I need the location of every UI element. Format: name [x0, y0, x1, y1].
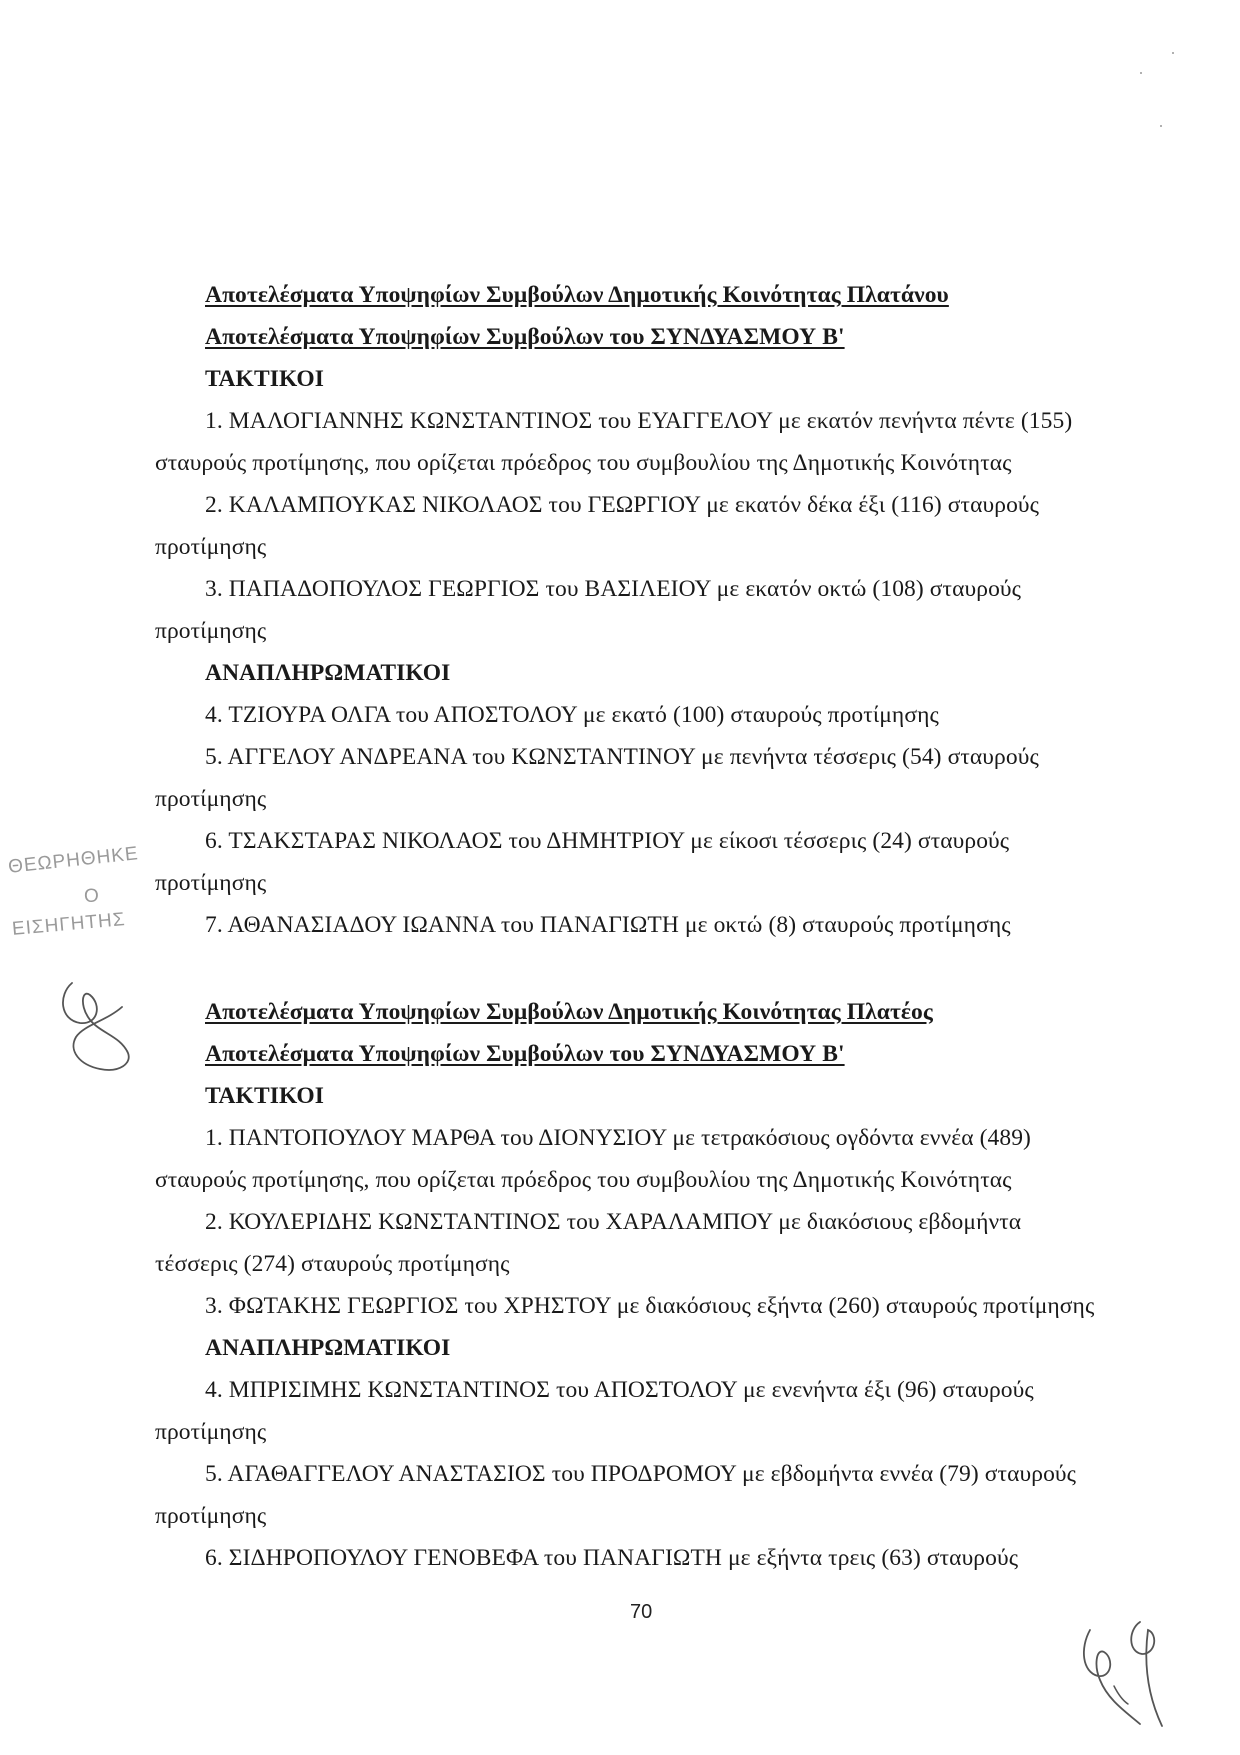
section1-entry-1: 1. ΜΑΛΟΓΙΑΝΝΗΣ ΚΩΝΣΤΑΝΤΙΝΟΣ του ΕΥΑΓΓΕΛΟΥ με εκατόν πενήντα πέντε (155) [205, 408, 1073, 434]
section2-entry-1-cont: σταυρούς προτίμησης, που ορίζεται πρόεδρος του συμβουλίου της Δημοτικής Κοινότητας [155, 1167, 1012, 1193]
section1-entry-6: 6. ΤΣΑΚΣΤΑΡΑΣ ΝΙΚΟΛΑΟΣ του ΔΗΜΗΤΡΙΟΥ με είκοσι τέσσερις (24) σταυρούς [205, 828, 1010, 854]
scan-speck [1140, 72, 1142, 74]
stamp-line-3: ΕΙΣΗΓΗΤΗΣ [11, 909, 127, 940]
section2-entry-4-cont: προτίμησης [155, 1419, 267, 1445]
stamp-line-1: ΘΕΩΡΗΘΗΚΕ [7, 843, 140, 878]
section2-entry-4: 4. ΜΠΡΙΣΙΜΗΣ ΚΩΝΣΤΑΝΤΙΝΟΣ του ΑΠΟΣΤΟΛΟΥ με ενενήντα έξι (96) σταυρούς [205, 1377, 1034, 1403]
section1-entry-5-cont: προτίμησης [155, 786, 267, 812]
section2-entry-5-cont: προτίμησης [155, 1503, 267, 1529]
stamp-line-2: Ο [84, 886, 100, 907]
signature-initials-icon [1070, 1600, 1180, 1730]
signature-icon [50, 965, 140, 1075]
page-number: 70 [630, 1601, 653, 1623]
section2-entry-2: 2. ΚΟΥΛΕΡΙΔΗΣ ΚΩΝΣΤΑΝΤΙΝΟΣ του ΧΑΡΑΛΑΜΠΟΥ με διακόσιους εβδομήντα [205, 1209, 1022, 1235]
section1-entry-7: 7. ΑΘΑΝΑΣΙΑΔΟΥ ΙΩΑΝΝΑ του ΠΑΝΑΓΙΩΤΗ με οκτώ (8) σταυρούς προτίμησης [205, 912, 1011, 938]
section1-entry-6-cont: προτίμησης [155, 870, 267, 896]
section2-heading2: Αποτελέσματα Υποψηφίων Συμβούλων του ΣΥΝΔΥΑΣΜΟΥ Β' [205, 1041, 845, 1067]
section2-heading1: Αποτελέσματα Υποψηφίων Συμβούλων Δημοτικής Κοινότητας Πλατέος [205, 999, 933, 1025]
section1-entry-3-cont: προτίμησης [155, 618, 267, 644]
section2-entry-2-cont: τέσσερις (274) σταυρούς προτίμησης [155, 1251, 510, 1277]
section1-entry-2-cont: προτίμησης [155, 534, 267, 560]
section2-substitute-label: ΑΝΑΠΛΗΡΩΜΑΤΙΚΟΙ [205, 1335, 451, 1361]
section2-regular-label: ΤΑΚΤΙΚΟΙ [205, 1083, 324, 1109]
section1-entry-5: 5. ΑΓΓΕΛΟΥ ΑΝΔΡΕΑΝΑ του ΚΩΝΣΤΑΝΤΙΝΟΥ με πενήντα τέσσερις (54) σταυρούς [205, 744, 1039, 770]
section1-regular-label: ΤΑΚΤΙΚΟΙ [205, 366, 324, 392]
section2-entry-5: 5. ΑΓΑΘΑΓΓΕΛΟΥ ΑΝΑΣΤΑΣΙΟΣ του ΠΡΟΔΡΟΜΟΥ με εβδομήντα εννέα (79) σταυρούς [205, 1461, 1077, 1487]
section1-entry-1-cont: σταυρούς προτίμησης, που ορίζεται πρόεδρος του συμβουλίου της Δημοτικής Κοινότητας [155, 450, 1012, 476]
section1-heading2: Αποτελέσματα Υποψηφίων Συμβούλων του ΣΥΝΔΥΑΣΜΟΥ Β' [205, 324, 845, 350]
section1-entry-2: 2. ΚΑΛΑΜΠΟΥΚΑΣ ΝΙΚΟΛΑΟΣ του ΓΕΩΡΓΙΟΥ με εκατόν δέκα έξι (116) σταυρούς [205, 492, 1040, 518]
section1-entry-3: 3. ΠΑΠΑΔΟΠΟΥΛΟΣ ΓΕΩΡΓΙΟΣ του ΒΑΣΙΛΕΙΟΥ με εκατόν οκτώ (108) σταυρούς [205, 576, 1022, 602]
section1-entry-4: 4. ΤΖΙΟΥΡΑ ΟΛΓΑ του ΑΠΟΣΤΟΛΟΥ με εκατό (100) σταυρούς προτίμησης [205, 702, 939, 728]
section1-heading1: Αποτελέσματα Υποψηφίων Συμβούλων Δημοτικής Κοινότητας Πλατάνου [205, 282, 949, 308]
scan-speck [1172, 52, 1174, 54]
section1-substitute-label: ΑΝΑΠΛΗΡΩΜΑΤΙΚΟΙ [205, 660, 451, 686]
section2-entry-3: 3. ΦΩΤΑΚΗΣ ΓΕΩΡΓΙΟΣ του ΧΡΗΣΤΟΥ με διακόσιους εξήντα (260) σταυρούς προτίμησης [205, 1293, 1095, 1319]
scan-speck [1160, 125, 1162, 127]
section2-entry-6: 6. ΣΙΔΗΡΟΠΟΥΛΟΥ ΓΕΝΟΒΕΦΑ του ΠΑΝΑΓΙΩΤΗ με εξήντα τρεις (63) σταυρούς [205, 1545, 1019, 1571]
section2-entry-1: 1. ΠΑΝΤΟΠΟΥΛΟΥ ΜΑΡΘΑ του ΔΙΟΝΥΣΙΟΥ με τετρακόσιους ογδόντα εννέα (489) [205, 1125, 1031, 1151]
